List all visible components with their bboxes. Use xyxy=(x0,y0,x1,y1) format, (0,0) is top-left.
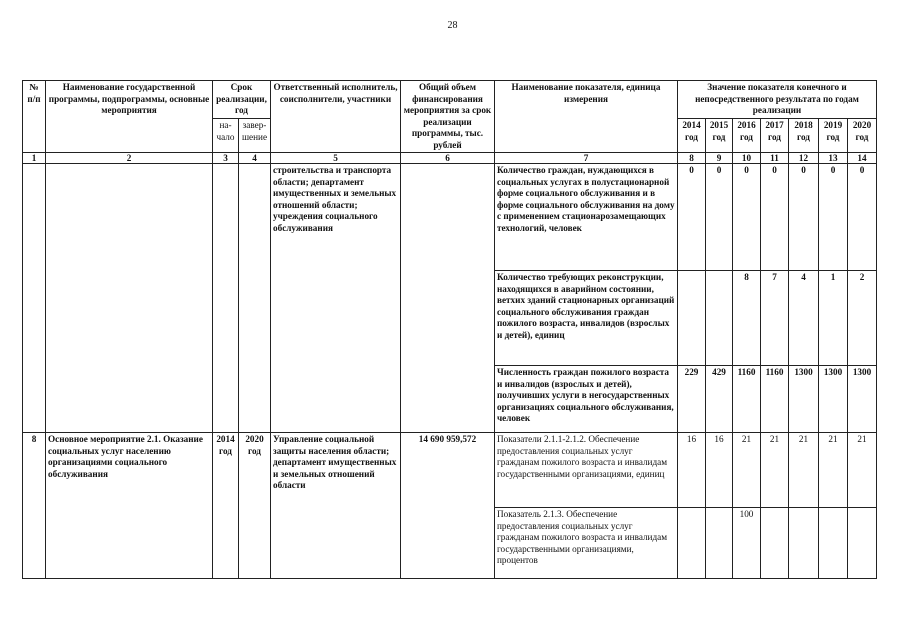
cell-value: 0 xyxy=(819,164,848,271)
cell-value: 1 xyxy=(819,271,848,366)
column-number: 7 xyxy=(495,153,678,164)
cell-value: 21 xyxy=(789,433,819,508)
cell-value xyxy=(706,508,733,579)
column-number: 6 xyxy=(401,153,495,164)
header-indicator: Наименование показателя, единица измерения xyxy=(495,81,678,153)
cell-value: 0 xyxy=(848,164,877,271)
cell-value: 8 xyxy=(733,271,761,366)
header-year: 2020 год xyxy=(848,119,877,153)
cell-value: 1160 xyxy=(733,366,761,433)
header-year: 2017 год xyxy=(761,119,789,153)
cell-value xyxy=(761,508,789,579)
cell-end-year: 2020 год xyxy=(239,433,271,579)
header-start: на-чало xyxy=(213,119,239,153)
header-values: Значение показателя конечного и непосредственного результата по годам реализации xyxy=(678,81,877,119)
column-number: 13 xyxy=(819,153,848,164)
program-table xyxy=(22,80,877,579)
cell-value: 1300 xyxy=(789,366,819,433)
header-year: 2016 год xyxy=(733,119,761,153)
cell-empty xyxy=(46,164,213,433)
cell-value: 0 xyxy=(706,164,733,271)
column-number: 1 xyxy=(23,153,46,164)
cell-value: 1300 xyxy=(819,366,848,433)
cell-financing: 14 690 959,572 xyxy=(401,433,495,579)
cell-value xyxy=(678,271,706,366)
cell-value: 429 xyxy=(706,366,733,433)
cell-value: 0 xyxy=(678,164,706,271)
cell-indicator: Количество граждан, нуждающихся в социальных услугах в полустационарной форме социального обслуживания и в форме социального обслуживания на дому с применением стационарозамещающих технологий, человек xyxy=(495,164,678,271)
column-number: 2 xyxy=(46,153,213,164)
cell-indicator: Численность граждан пожилого возраста и инвалидов (взрослых и детей), получивших услуги в негосударственных организациях социального обслуживания, человек xyxy=(495,366,678,433)
cell-value: 21 xyxy=(819,433,848,508)
header-year: 2015 год xyxy=(706,119,733,153)
header-term: Срок реализации, год xyxy=(213,81,271,119)
header-no: № п/п xyxy=(23,81,46,153)
cell-value: 100 xyxy=(733,508,761,579)
cell-row-number: 8 xyxy=(23,433,46,579)
cell-value: 0 xyxy=(733,164,761,271)
cell-executor: Управление социальной защиты населения области; департамент имущественных и земельных отношений области xyxy=(271,433,401,579)
column-number: 4 xyxy=(239,153,271,164)
cell-value xyxy=(706,271,733,366)
header-row-1 xyxy=(23,81,877,119)
column-number: 10 xyxy=(733,153,761,164)
cell-start-year: 2014 год xyxy=(213,433,239,579)
cell-indicator: Показатель 2.1.3. Обеспечение предоставления социальных услуг гражданам пожилого возраста и инвалидам государственными организациями, процентов xyxy=(495,508,678,579)
header-end: завер-шение xyxy=(239,119,271,153)
page-number: 28 xyxy=(447,20,458,31)
cell-value: 1160 xyxy=(761,366,789,433)
header-year: 2019 год xyxy=(819,119,848,153)
cell-value: 16 xyxy=(678,433,706,508)
table-row xyxy=(23,164,877,271)
table-row xyxy=(23,433,877,508)
cell-measure-name: Основное мероприятие 2.1. Оказание социальных услуг населению организациями социального обслуживания xyxy=(46,433,213,579)
cell-value: 0 xyxy=(789,164,819,271)
column-number: 14 xyxy=(848,153,877,164)
header-name: Наименование государственной программы, подпрограммы, основные мероприятия xyxy=(46,81,213,153)
cell-value xyxy=(789,508,819,579)
column-number: 12 xyxy=(789,153,819,164)
cell-empty xyxy=(401,164,495,433)
cell-value: 21 xyxy=(733,433,761,508)
cell-value xyxy=(848,508,877,579)
column-number: 8 xyxy=(678,153,706,164)
cell-empty xyxy=(213,164,239,433)
cell-value: 229 xyxy=(678,366,706,433)
header-executor: Ответственный исполнитель, соисполнители, участники xyxy=(271,81,401,153)
cell-value xyxy=(678,508,706,579)
cell-value: 16 xyxy=(706,433,733,508)
cell-indicator: Показатели 2.1.1-2.1.2. Обеспечение предоставления социальных услуг гражданам пожилого возраста и инвалидам государственными организациями, единиц xyxy=(495,433,678,508)
column-number: 11 xyxy=(761,153,789,164)
cell-indicator: Количество требующих реконструкции, находящихся в аварийном состоянии, ветхих зданий стационарных организаций социального обслуживания граждан пожилого возраста, инвалидов (взрослых и детей), единиц xyxy=(495,271,678,366)
cell-executor: строительства и транспорта области; департамент имущественных и земельных отношений области; учреждения социального обслуживания xyxy=(271,164,401,433)
column-number-row xyxy=(23,153,877,164)
cell-value: 1300 xyxy=(848,366,877,433)
cell-empty xyxy=(239,164,271,433)
cell-value: 0 xyxy=(761,164,789,271)
cell-value: 21 xyxy=(848,433,877,508)
cell-value: 4 xyxy=(789,271,819,366)
cell-value: 21 xyxy=(761,433,789,508)
column-number: 3 xyxy=(213,153,239,164)
header-year: 2014 год xyxy=(678,119,706,153)
cell-value xyxy=(819,508,848,579)
column-number: 5 xyxy=(271,153,401,164)
cell-value: 7 xyxy=(761,271,789,366)
header-year: 2018 год xyxy=(789,119,819,153)
header-financing: Общий объем финансирования мероприятия за срок реализации программы, тыс. рублей xyxy=(401,81,495,153)
cell-value: 2 xyxy=(848,271,877,366)
cell-empty xyxy=(23,164,46,433)
column-number: 9 xyxy=(706,153,733,164)
